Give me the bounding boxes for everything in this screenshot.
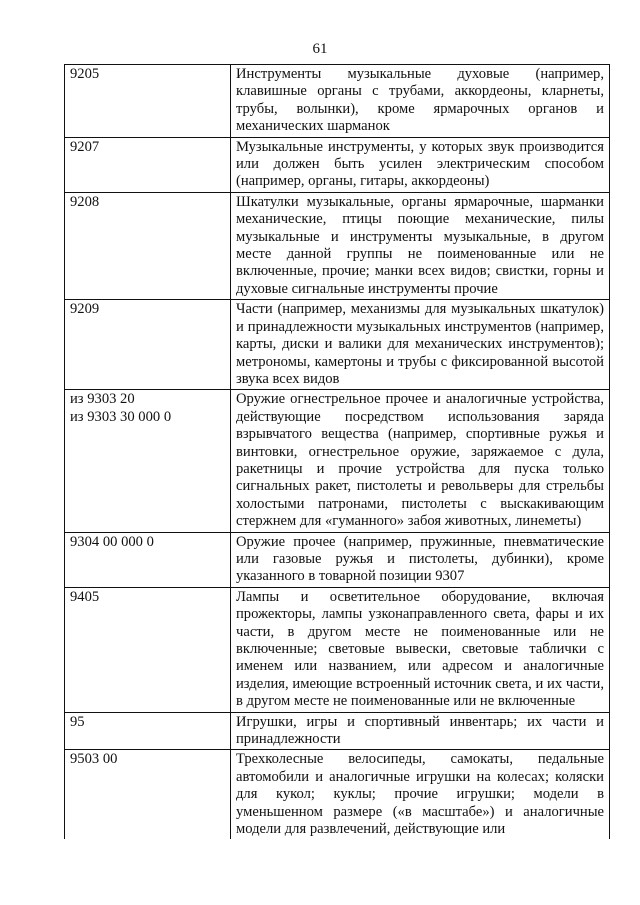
- description-cell: Шкатулки музыкальные, органы ярмарочные, шарманки механические, птицы поющие механические, пилы музыкальные и инструменты музыкальные, в другом месте данной группы не поименованные или не включенные, прочие; манки всех видов; свистки, горны и духовые сигнальные инструменты прочие: [231, 192, 610, 299]
- description-cell: Оружие огнестрельное прочее и аналогичные устройства, действующие посредством использования заряда взрывчатого вещества (например, спортивные ружья и винтовки, огнестрельное оружие, заряжаемое с дула, ракетницы и прочие устройства для пуска только сигнальных ракет, пистолеты и револьверы для стрельбы холостыми патронами, пистолеты с выскакивающим стержнем для «гуманного» забоя животных, линеметы): [231, 390, 610, 532]
- code-value: 9209: [70, 301, 100, 318]
- code-cell: [65, 587, 231, 712]
- code-value: 9208: [70, 193, 100, 210]
- table-row: [65, 300, 610, 390]
- table-row: [65, 65, 610, 138]
- table-body: [65, 65, 610, 840]
- code-value: 95: [70, 713, 85, 730]
- page-number: 61: [312, 41, 328, 57]
- description-cell: Музыкальные инструменты, у которых звук производится или должен быть усилен электрическим способом (например, органы, гитары, аккордеоны): [231, 137, 610, 192]
- description-cell: Трехколесные велосипеды, самокаты, педальные автомобили и аналогичные игрушки на колесах; коляски для кукол; куклы; прочие игрушки; модели в уменьшенном размере («в масштабе») и аналогичные модели для развлечений, действующие или: [231, 750, 610, 840]
- table-row: [65, 192, 610, 299]
- code-cell: [65, 712, 231, 750]
- code-value: из 9303 30 000 0: [70, 408, 172, 425]
- code-cell: [65, 300, 231, 390]
- table-row: [65, 750, 610, 840]
- code-value: 9503 00: [70, 751, 118, 768]
- table-row: [65, 390, 610, 532]
- description-cell: Части (например, механизмы для музыкальных шкатулок) и принадлежности музыкальных инструментов (например, карты, диски и валики для механических инструментов); метрономы, камертоны и трубы с фиксированной высотой звука всех видов: [231, 300, 610, 390]
- code-cell: [65, 65, 231, 138]
- code-value: 9304 00 000 0: [70, 533, 154, 550]
- description-cell: Игрушки, игры и спортивный инвентарь; их части и принадлежности: [231, 712, 610, 750]
- code-cell: [65, 390, 231, 532]
- table-row: [65, 137, 610, 192]
- code-cell: [65, 192, 231, 299]
- description-cell: Оружие прочее (например, пружинные, пневматические или газовые ружья и пистолеты, дубинки), кроме указанного в товарной позиции 9307: [231, 532, 610, 587]
- code-value: 9405: [70, 588, 100, 605]
- code-cell: [65, 750, 231, 840]
- table-row: [65, 532, 610, 587]
- code-cell: [65, 137, 231, 192]
- tariff-code-table: [64, 64, 610, 839]
- code-value: из 9303 20: [70, 391, 135, 408]
- table-row: [65, 587, 610, 712]
- code-value: 9205: [70, 66, 100, 82]
- code-value: 9207: [70, 138, 100, 155]
- code-cell: [65, 532, 231, 587]
- table-row: [65, 712, 610, 750]
- description-cell: Лампы и осветительное оборудование, включая прожекторы, лампы узконаправленного света, фары и их части, в другом месте не поименованные или не включенные; световые вывески, световые таблички с именем или названием, или адресом и аналогичные изделия, имеющие встроенный источник света, и их части, в другом месте не поименованные или не включенные: [231, 587, 610, 712]
- description-cell: Инструменты музыкальные духовые (например, клавишные органы с трубами, аккордеоны, кларнеты, трубы, волынки), кроме ярмарочных органов и механических шарманок: [231, 65, 610, 138]
